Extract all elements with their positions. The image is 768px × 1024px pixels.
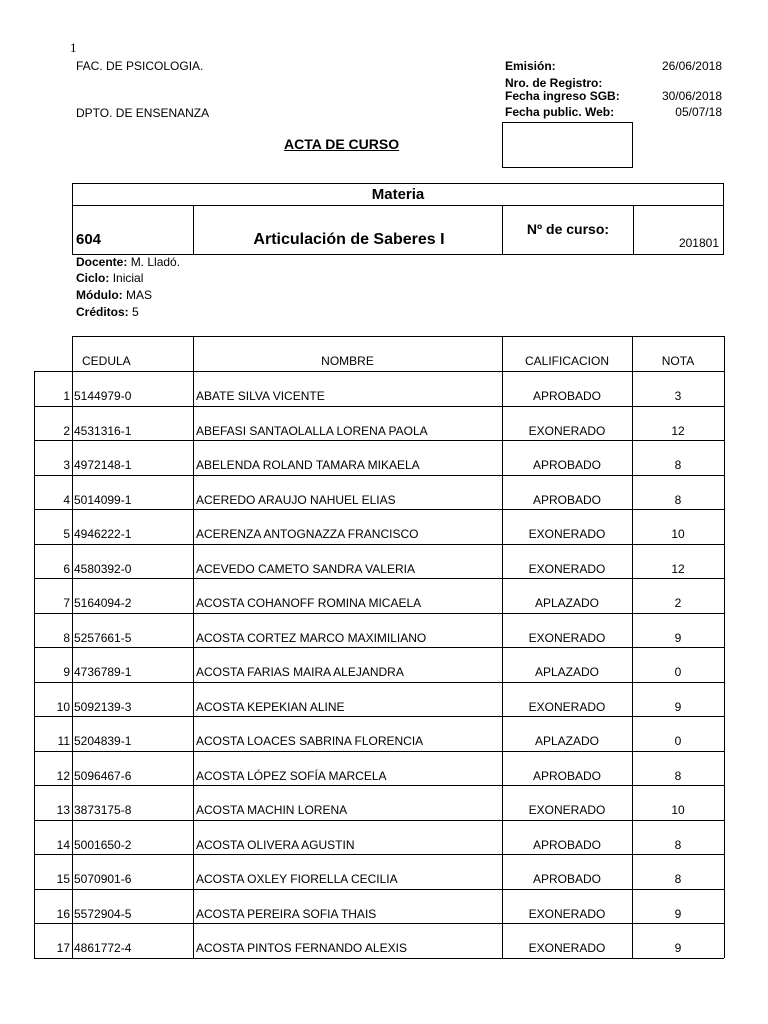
row-number: 6 xyxy=(63,562,70,576)
calificacion-cell: APROBADO xyxy=(532,769,601,783)
cedula-cell: 5572904-5 xyxy=(74,907,132,921)
calificacion-cell: EXONERADO xyxy=(528,907,606,921)
row-number: 1 xyxy=(63,389,70,403)
row-number: 11 xyxy=(57,734,70,748)
cedula-cell: 5001650-2 xyxy=(74,838,132,852)
nombre-cell: ACOSTA KEPEKIAN ALINE xyxy=(196,700,345,714)
table-rule xyxy=(34,958,724,959)
table-rule xyxy=(34,544,724,545)
column-header-cedula: CEDULA xyxy=(82,354,131,368)
nombre-cell: ACERENZA ANTOGNAZZA FRANCISCO xyxy=(196,527,419,541)
nota-cell: 8 xyxy=(674,458,682,472)
row-number: 4 xyxy=(63,493,70,507)
nota-cell: 10 xyxy=(671,527,685,541)
nombre-cell: ACOSTA OLIVERA AGUSTIN xyxy=(196,838,355,852)
cedula-cell: 5257661-5 xyxy=(74,631,132,645)
modulo-line xyxy=(76,288,152,302)
creditos-label: Créditos: xyxy=(76,305,129,319)
table-rule xyxy=(34,716,724,717)
cedula-cell: 4736789-1 xyxy=(74,665,132,679)
page-number: 1 xyxy=(70,40,77,55)
public-label: Fecha public. Web: xyxy=(505,105,615,119)
nota-cell: 2 xyxy=(674,596,682,610)
nota-cell: 12 xyxy=(671,562,685,576)
ciclo-line xyxy=(76,271,143,285)
materia-label: Materia xyxy=(73,184,723,206)
course-name: Articulación de Saberes I xyxy=(253,231,445,248)
nombre-cell: ACOSTA PINTOS FERNANDO ALEXIS xyxy=(196,941,407,955)
nota-cell: 9 xyxy=(674,631,682,645)
calificacion-cell: EXONERADO xyxy=(528,631,606,645)
row-number: 8 xyxy=(63,631,70,645)
nota-cell: 9 xyxy=(674,941,682,955)
cedula-cell: 5164094-2 xyxy=(74,596,132,610)
column-header-nota: NOTA xyxy=(661,354,695,368)
table-rule xyxy=(34,923,724,924)
table-rule xyxy=(34,371,724,372)
calificacion-cell: APROBADO xyxy=(532,389,601,403)
document-title: ACTA DE CURSO xyxy=(284,136,400,152)
calificacion-cell: APROBADO xyxy=(532,458,601,472)
nota-cell: 0 xyxy=(674,734,682,748)
row-number: 16 xyxy=(56,907,70,921)
nombre-cell: ACOSTA CORTEZ MARCO MAXIMILIANO xyxy=(196,631,427,645)
docente-line xyxy=(76,255,180,269)
curso-value: 201801 xyxy=(678,236,719,250)
docente-value: M. Lladó. xyxy=(130,255,181,269)
table-rule xyxy=(34,475,724,476)
nombre-cell: ACEREDO ARAUJO NAHUEL ELIAS xyxy=(196,493,396,507)
row-number: 7 xyxy=(63,596,70,610)
nombre-cell: ACOSTA PEREIRA SOFIA THAIS xyxy=(196,907,377,921)
modulo-label: Módulo: xyxy=(76,288,123,302)
table-rule xyxy=(724,336,725,958)
cedula-cell: 5092139-3 xyxy=(74,700,132,714)
nota-cell: 8 xyxy=(674,769,682,783)
table-rule xyxy=(34,682,724,683)
calificacion-cell: APROBADO xyxy=(532,493,601,507)
creditos-value: 5 xyxy=(132,305,139,319)
divider xyxy=(193,206,194,254)
cedula-cell: 5070901-6 xyxy=(74,872,132,886)
cedula-cell: 3873175-8 xyxy=(74,803,132,817)
creditos-line xyxy=(76,305,139,319)
cedula-cell: 4861772-4 xyxy=(74,941,132,955)
cedula-cell: 5014099-1 xyxy=(74,493,132,507)
row-number: 15 xyxy=(56,872,70,886)
docente-label: Docente: xyxy=(76,255,128,269)
calificacion-cell: APROBADO xyxy=(532,872,601,886)
cedula-cell: 5144979-0 xyxy=(74,389,132,403)
row-number: 14 xyxy=(56,838,70,852)
cedula-cell: 4580392-0 xyxy=(74,562,132,576)
table-rule xyxy=(72,336,724,337)
stamp-box xyxy=(502,122,633,168)
table-rule xyxy=(34,889,724,890)
nombre-cell: ABATE SILVA VICENTE xyxy=(196,389,325,403)
table-rule xyxy=(34,785,724,786)
ingreso-value: 30/06/2018 xyxy=(661,89,722,103)
row-number: 12 xyxy=(56,769,70,783)
row-number: 9 xyxy=(63,665,70,679)
curso-label: Nº de curso: xyxy=(526,221,610,237)
row-number: 10 xyxy=(56,700,70,714)
calificacion-cell: EXONERADO xyxy=(528,424,606,438)
nota-cell: 9 xyxy=(674,907,682,921)
nota-cell: 3 xyxy=(674,389,682,403)
ciclo-label: Ciclo: xyxy=(76,271,110,285)
calificacion-cell: EXONERADO xyxy=(528,562,606,576)
nombre-cell: ACOSTA OXLEY FIORELLA CECILIA xyxy=(196,872,398,886)
faculty-name: FAC. DE PSICOLOGIA. xyxy=(76,59,204,73)
calificacion-cell: EXONERADO xyxy=(528,527,606,541)
course-header-table xyxy=(72,183,724,255)
course-code: 604 xyxy=(76,231,102,248)
registro-label: Nro. de Registro: xyxy=(505,76,603,90)
ciclo-value: Inicial xyxy=(112,271,144,285)
modulo-value: MAS xyxy=(126,288,153,302)
nota-cell: 8 xyxy=(674,838,682,852)
nota-cell: 9 xyxy=(674,700,682,714)
calificacion-cell: EXONERADO xyxy=(528,941,606,955)
cedula-cell: 4946222-1 xyxy=(74,527,132,541)
grades-table xyxy=(34,336,724,958)
cedula-cell: 5204839-1 xyxy=(74,734,132,748)
nombre-cell: ACOSTA MACHIN LORENA xyxy=(196,803,348,817)
emision-label: Emisión: xyxy=(505,59,556,73)
nombre-cell: ABEFASI SANTAOLALLA LORENA PAOLA xyxy=(196,424,428,438)
column-header-nombre: NOMBRE xyxy=(321,354,374,368)
row-number: 3 xyxy=(63,458,70,472)
table-rule xyxy=(34,440,724,441)
table-rule xyxy=(34,406,724,407)
nombre-cell: ACEVEDO CAMETO SANDRA VALERIA xyxy=(196,562,415,576)
ingreso-label: Fecha ingreso SGB: xyxy=(505,89,620,103)
nombre-cell: ACOSTA FARIAS MAIRA ALEJANDRA xyxy=(196,665,404,679)
table-rule xyxy=(34,751,724,752)
table-rule xyxy=(34,578,724,579)
department-name: DPTO. DE ENSENANZA xyxy=(76,106,210,120)
cedula-cell: 5096467-6 xyxy=(74,769,132,783)
table-rule xyxy=(34,509,724,510)
calificacion-cell: APLAZADO xyxy=(534,596,600,610)
calificacion-cell: EXONERADO xyxy=(528,700,606,714)
table-rule xyxy=(34,854,724,855)
cedula-cell: 4972148-1 xyxy=(74,458,132,472)
column-header-calificacion: CALIFICACION xyxy=(524,354,609,368)
nota-cell: 8 xyxy=(674,872,682,886)
nota-cell: 12 xyxy=(671,424,685,438)
cedula-cell: 4531316-1 xyxy=(74,424,132,438)
row-number: 5 xyxy=(63,527,70,541)
calificacion-cell: EXONERADO xyxy=(528,803,606,817)
table-rule xyxy=(34,647,724,648)
table-rule xyxy=(34,613,724,614)
calificacion-cell: APLAZADO xyxy=(534,665,600,679)
divider xyxy=(633,206,634,254)
emision-value: 26/06/2018 xyxy=(661,59,722,73)
calificacion-cell: APROBADO xyxy=(532,838,601,852)
nombre-cell: ABELENDA ROLAND TAMARA MIKAELA xyxy=(196,458,420,472)
nota-cell: 10 xyxy=(671,803,685,817)
nota-cell: 8 xyxy=(674,493,682,507)
calificacion-cell: APLAZADO xyxy=(534,734,600,748)
nota-cell: 0 xyxy=(674,665,682,679)
public-value: 05/07/18 xyxy=(675,105,722,119)
table-rule xyxy=(34,820,724,821)
nombre-cell: ACOSTA LÓPEZ SOFÍA MARCELA xyxy=(196,769,387,783)
row-number: 13 xyxy=(56,803,70,817)
row-number: 17 xyxy=(56,941,70,955)
nombre-cell: ACOSTA COHANOFF ROMINA MICAELA xyxy=(196,596,422,610)
nombre-cell: ACOSTA LOACES SABRINA FLORENCIA xyxy=(196,734,424,748)
row-number: 2 xyxy=(63,424,70,438)
